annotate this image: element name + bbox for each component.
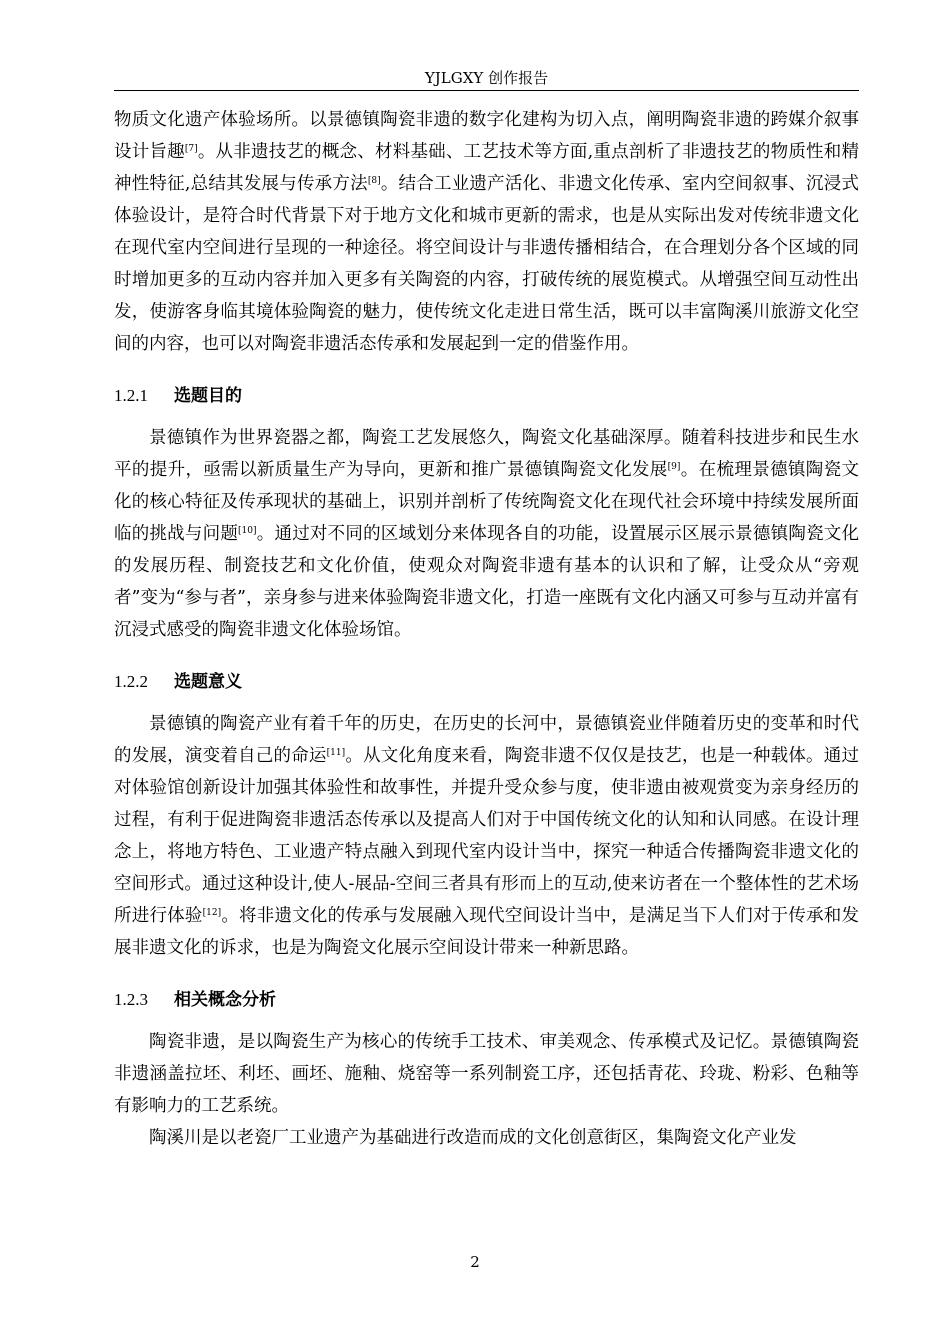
text-run: 。从非遗技艺的概念、材料基础、工艺技术等方面,重点剖析了非遗技艺的物质性和精神性特征,总结其发展与传承方法 bbox=[114, 142, 859, 194]
section-paragraph bbox=[114, 422, 859, 646]
page-body bbox=[114, 104, 859, 1154]
page-header bbox=[114, 66, 859, 91]
section-number: 1.2.1 bbox=[114, 386, 148, 405]
text-run: 物质文化遗产体验场所。以景德镇陶瓷非遗的数字化建构为切入点，阐明陶瓷非遗的跨媒介叙事设计旨趣 bbox=[114, 110, 859, 162]
section-title: 选题意义 bbox=[174, 672, 242, 692]
text-run: 景德镇的陶瓷产业有着千年的历史，在历史的长河中，景德镇瓷业伴随着历史的变革和时代的发展，演变着自己的命运 bbox=[114, 714, 859, 766]
section-paragraph: 陶溪川是以老瓷厂工业遗产为基础进行改造而成的文化创意街区，集陶瓷文化产业发 bbox=[149, 1128, 797, 1148]
citation-ref: [8] bbox=[367, 176, 381, 186]
section-heading-1-2-2 bbox=[114, 666, 859, 698]
text-run: 。通过对不同的区域划分来体现各自的功能，设置展示区展示景德镇陶瓷文化的发展历程、制瓷技艺和文化价值，使观众对陶瓷非遗有基本的认识和了解，让受众从“旁观者”变为“参与者”，亲身参与进来体验陶瓷非遗文化，打造一座既有文化内涵又可参与互动并富有沉浸式感受的陶瓷非遗文化体验场馆。 bbox=[114, 524, 860, 640]
page-number: 2 bbox=[470, 1253, 480, 1271]
section-title: 相关概念分析 bbox=[174, 990, 276, 1010]
section-title: 选题目的 bbox=[174, 386, 242, 406]
citation-ref: [7] bbox=[184, 144, 198, 154]
text-run: 。结合工业遗产活化、非遗文化传承、室内空间叙事、沉浸式体验设计，是符合时代背景下对于地方文化和城市更新的需求，也是从实际出发对传统非遗文化在现代室内空间进行呈现的一种途径。将空间设计与非遗传播相结合，在合理划分各个区域的同时增加更多的互动内容并加入更多有关陶瓷的内容，打破传统的展览模式。从增强空间互动性出发，使游客身临其境体验陶瓷的魅力，使传统文化走进日常生活，既可以丰富陶溪川旅游文化空间的内容，也可以对陶瓷非遗活态传承和发展起到一定的借鉴作用。 bbox=[114, 174, 859, 354]
section-paragraph: 陶瓷非遗，是以陶瓷生产为核心的传统手工技术、审美观念、传承模式及记忆。景德镇陶瓷非遗涵盖拉坯、利坯、画坯、施釉、烧窑等一系列制瓷工序，还包括青花、玲珑、粉彩、色釉等有影响力的工艺系统。 bbox=[114, 1032, 859, 1116]
text-run: 。从文化角度来看，陶瓷非遗不仅仅是技艺，也是一种载体。通过对体验馆创新设计加强其体验性和故事性，并提升受众参与度，使非遗由被观赏变为亲身经历的过程，有利于促进陶瓷非遗活态传承以及提高人们对于中国传统文化的认知和认同感。在设计理念上，将地方特色、工业遗产特点融入到现代室内设计当中，探究一种适合传播陶瓷非遗文化的空间形式。通过这种设计,使人-展品-空间三者具有形而上的互动,使来访者在一个整体性的艺术场所进行体验 bbox=[114, 746, 859, 926]
section-heading-1-2-3 bbox=[114, 984, 859, 1016]
section-number: 1.2.2 bbox=[114, 672, 148, 691]
text-run: 。在梳理景德镇陶瓷文化的核心特征及传承现状的基础上，识别并剖析了传统陶瓷文化在现代社会环境中持续发展所面临的挑战与问题 bbox=[114, 460, 860, 544]
citation-ref: [10] bbox=[238, 526, 257, 536]
header-title: YJLGXY 创作报告 bbox=[424, 69, 549, 87]
text-run: 景德镇作为世界瓷器之都，陶瓷工艺发展悠久，陶瓷文化基础深厚。随着科技进步和民生水平的提升，亟需以新质量生产为导向，更新和推广景德镇陶瓷文化发展 bbox=[114, 428, 859, 480]
citation-ref: [12] bbox=[202, 908, 222, 918]
section-paragraph bbox=[114, 708, 859, 964]
section-number: 1.2.3 bbox=[114, 990, 148, 1009]
citation-ref: [9] bbox=[667, 462, 681, 472]
intro-paragraph bbox=[114, 104, 859, 360]
citation-ref: [11] bbox=[326, 748, 346, 758]
section-heading-1-2-1 bbox=[114, 380, 859, 412]
text-run: 。将非遗文化的传承与发展融入现代空间设计当中，是满足当下人们对于传承和发展非遗文化的诉求，也是为陶瓷文化展示空间设计带来一种新思路。 bbox=[114, 906, 860, 958]
